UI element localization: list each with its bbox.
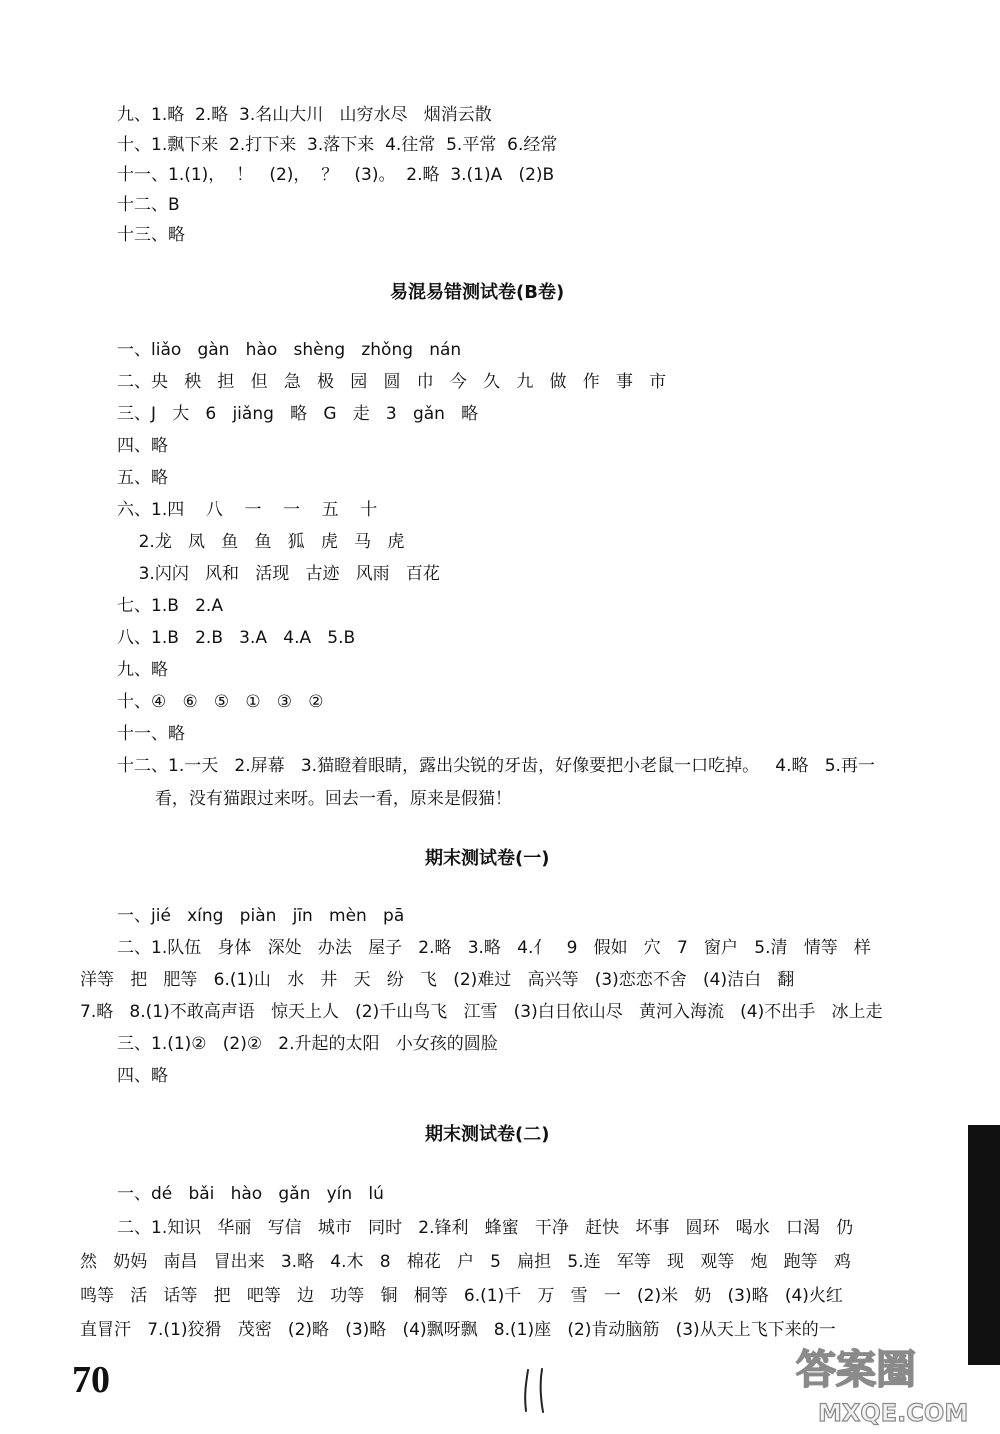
- text-line: 鸣等 活 话等 把 吧等 边 功等 铜 桐等 6.(1)千 万 雪 一 (2)米 奶 (3)略 (4)火红: [80, 1286, 843, 1306]
- text-line: 十一、1.(1)， ！ (2)， ？ (3)。 2.略 3.(1)A (2)B: [117, 165, 555, 185]
- watermark-logo: [788, 1335, 993, 1430]
- text-line: 3.闪闪 风和 活现 古迹 风雨 百花: [117, 564, 440, 584]
- text-line: 十三、略: [117, 225, 185, 245]
- text-line: 一、jié xíng piàn jīn mèn pā: [117, 906, 405, 926]
- page-edge-bar: [968, 1125, 1000, 1365]
- text-line: 十二、1.一天 2.屏幕 3.猫瞪着眼睛，露出尖锐的牙齿，好像要把小老鼠一口吃掉。 4.略 5.再一: [117, 756, 875, 776]
- text-line: 九、1.略 2.略 3.名山大川 山穷水尽 烟消云散: [117, 105, 492, 125]
- text-line: 看，没有猫跟过来呀。回去一看，原来是假猫！: [117, 789, 512, 809]
- text-line: 一、liǎo gàn hào shèng zhǒng nán: [117, 340, 462, 360]
- text-line: 洋等 把 肥等 6.(1)山 水 井 天 纷 飞 (2)难过 高兴等 (3)恋恋不舍 (4)洁白 翻: [80, 970, 795, 990]
- text-line: 十、④ ⑥ ⑤ ① ③ ②: [117, 692, 324, 712]
- text-line: 八、1.B 2.B 3.A 4.A 5.B: [117, 628, 356, 648]
- text-line: 二、央 秧 担 但 急 极 园 圆 巾 今 久 九 做 作 事 市: [117, 372, 667, 392]
- text-line: 二、1.队伍 身体 深处 办法 屋子 2.略 3.略 4.亻 9 假如 穴 7 窗户 5.清 情等 样: [117, 938, 871, 958]
- section-title: 易混易错测试卷(B卷): [390, 282, 565, 303]
- text-line: 2.龙 凤 鱼 鱼 狐 虎 马 虎: [117, 532, 405, 552]
- text-line: 十、1.飘下来 2.打下来 3.落下来 4.往常 5.平常 6.经常: [117, 135, 558, 155]
- text-line: 三、1.(1)② (2)② 2.升起的太阳 小女孩的圆脸: [117, 1034, 498, 1054]
- svg-text:MXQE.COM: MXQE.COM: [818, 1399, 969, 1427]
- text-line: 然 奶妈 南昌 冒出来 3.略 4.木 8 棉花 户 5 扁担 5.连 军等 现 观等 炮 跑等 鸡: [80, 1252, 851, 1272]
- text-line: 7.略 8.(1)不敢高声语 惊天上人 (2)千山鸟飞 江雪 (3)白日依山尽 黄河入海流 (4)不出手 冰上走: [80, 1002, 883, 1022]
- section-title: 期末测试卷(二): [425, 1124, 550, 1145]
- text-line: 九、略: [117, 660, 168, 680]
- text-line: 七、1.B 2.A: [117, 596, 223, 616]
- text-line: 四、略: [117, 436, 168, 456]
- text-line: 五、略: [117, 468, 168, 488]
- text-line: 直冒汗 7.(1)狡猾 茂密 (2)略 (3)略 (4)飘呀飘 8.(1)座 (2)肯动脑筋 (3)从天上飞下来的一: [80, 1320, 836, 1340]
- text-line: 三、J 大 6 jiǎng 略 G 走 3 gǎn 略: [117, 404, 479, 424]
- page-number: 70: [72, 1359, 110, 1401]
- text-line: 十一、略: [117, 724, 185, 744]
- text-line: 一、dé bǎi hào gǎn yín lú: [117, 1184, 384, 1204]
- section-title: 期末测试卷(一): [425, 848, 550, 869]
- text-line: 十二、B: [117, 195, 180, 215]
- svg-text:答案圈: 答案圈: [796, 1347, 916, 1393]
- text-line: 六、1.四 八 一 一 五 十: [117, 500, 378, 520]
- text-line: 二、1.知识 华丽 写信 城市 同时 2.锋利 蜂蜜 干净 赶快 坏事 圆环 喝水 口渴 仍: [117, 1218, 854, 1238]
- text-line: 四、略: [117, 1066, 168, 1086]
- handwritten-mark: [518, 1365, 558, 1415]
